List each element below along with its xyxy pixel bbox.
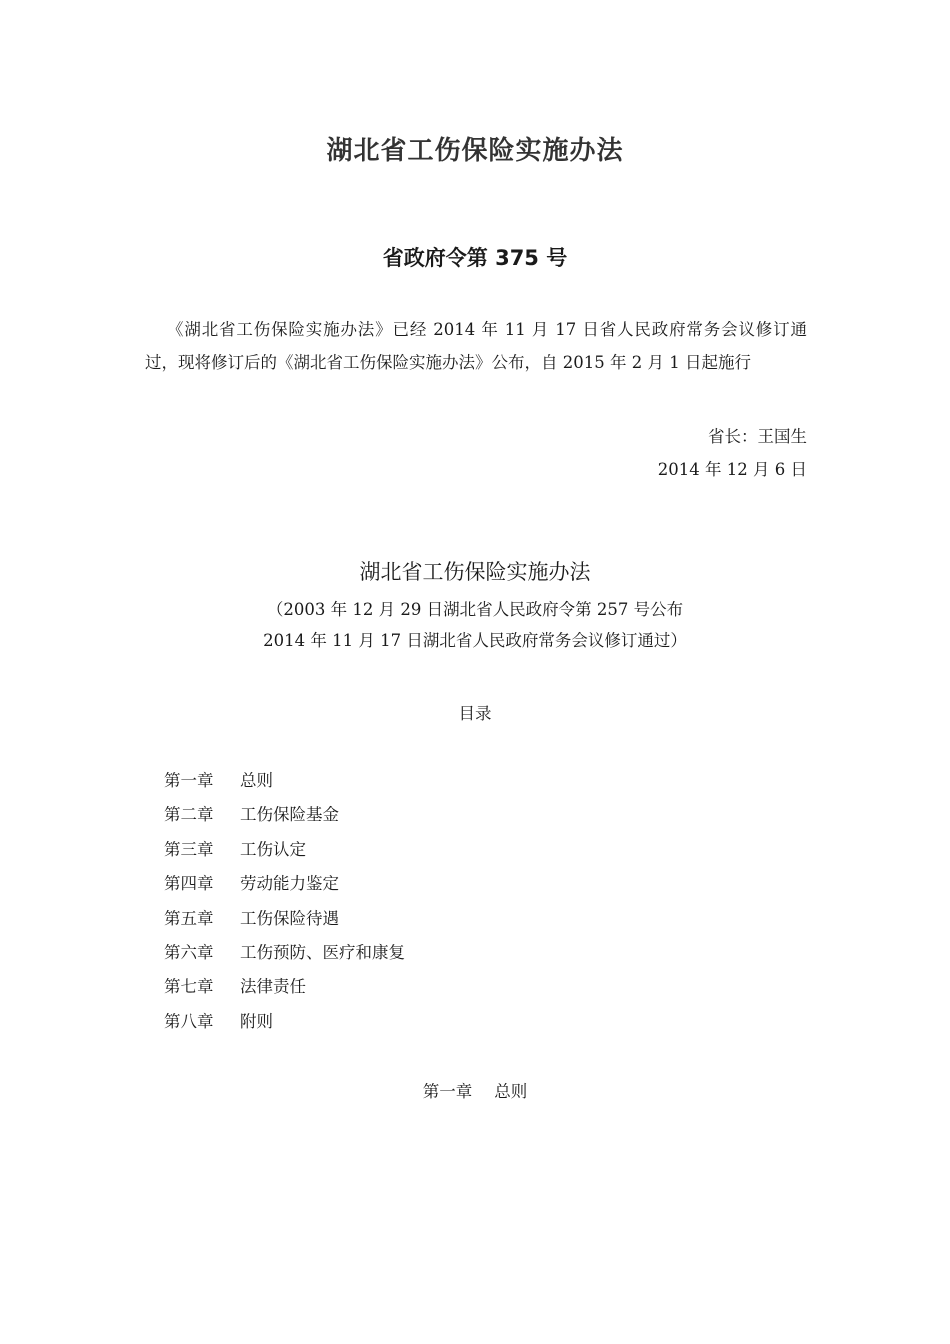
regulation-title: 湖北省工伤保险实施办法 [359,560,591,584]
toc-chapter-number: 第二章 [164,805,214,825]
toc-item [164,867,405,901]
revision-history [0,594,950,656]
toc-item [164,970,405,1004]
chapter-title: 总则 [494,1082,528,1101]
sign-date: 2014 年 12 月 6 日 [657,460,807,479]
order-number-title: 省政府令第 375 号 [382,246,568,270]
signature-block [145,420,807,486]
toc-item [164,936,405,970]
toc-item [164,798,405,832]
toc-heading: 目录 [458,704,492,723]
toc-chapter-title: 工伤保险基金 [240,805,339,825]
toc-chapter-title: 工伤保险待遇 [240,908,339,928]
toc-chapter-number: 第七章 [164,977,214,997]
toc-item [164,1005,405,1039]
toc-chapter-title: 工伤预防、医疗和康复 [240,942,405,962]
history-line-2: 2014 年 11 月 17 日湖北省人民政府常务会议修订通过） [263,631,687,650]
toc-chapter-number: 第三章 [164,839,214,859]
document-title: 湖北省工伤保险实施办法 [326,136,624,166]
history-line-1: （2003 年 12 月 29 日湖北省人民政府令第 257 号公布 [266,600,684,619]
toc-chapter-number: 第六章 [164,942,214,962]
toc-item [164,833,405,867]
toc-chapter-number: 第四章 [164,874,214,894]
signatory: 省长：王国生 [708,427,807,446]
toc-chapter-title: 总则 [240,771,273,790]
toc-item [164,902,405,936]
toc-chapter-number: 第八章 [164,1011,214,1031]
toc-chapter-title: 劳动能力鉴定 [240,874,339,894]
toc-chapter-number: 第五章 [164,908,214,928]
toc-item [164,764,405,798]
toc-chapter-number: 第一章 [164,771,214,790]
intro-paragraph: 《湖北省工伤保险实施办法》已经 2014 年 11 月 17 日省人民政府常务会议修订通过，现将修订后的《湖北省工伤保险实施办法》公布，自 2015 年 2 月 1 日起施行 [145,320,807,372]
chapter-heading [0,1078,950,1102]
toc-chapter-title: 法律责任 [240,977,306,997]
table-of-contents [164,764,405,1039]
chapter-number: 第一章 [422,1082,473,1101]
toc-chapter-title: 工伤认定 [240,839,306,859]
toc-chapter-title: 附则 [240,1011,273,1031]
